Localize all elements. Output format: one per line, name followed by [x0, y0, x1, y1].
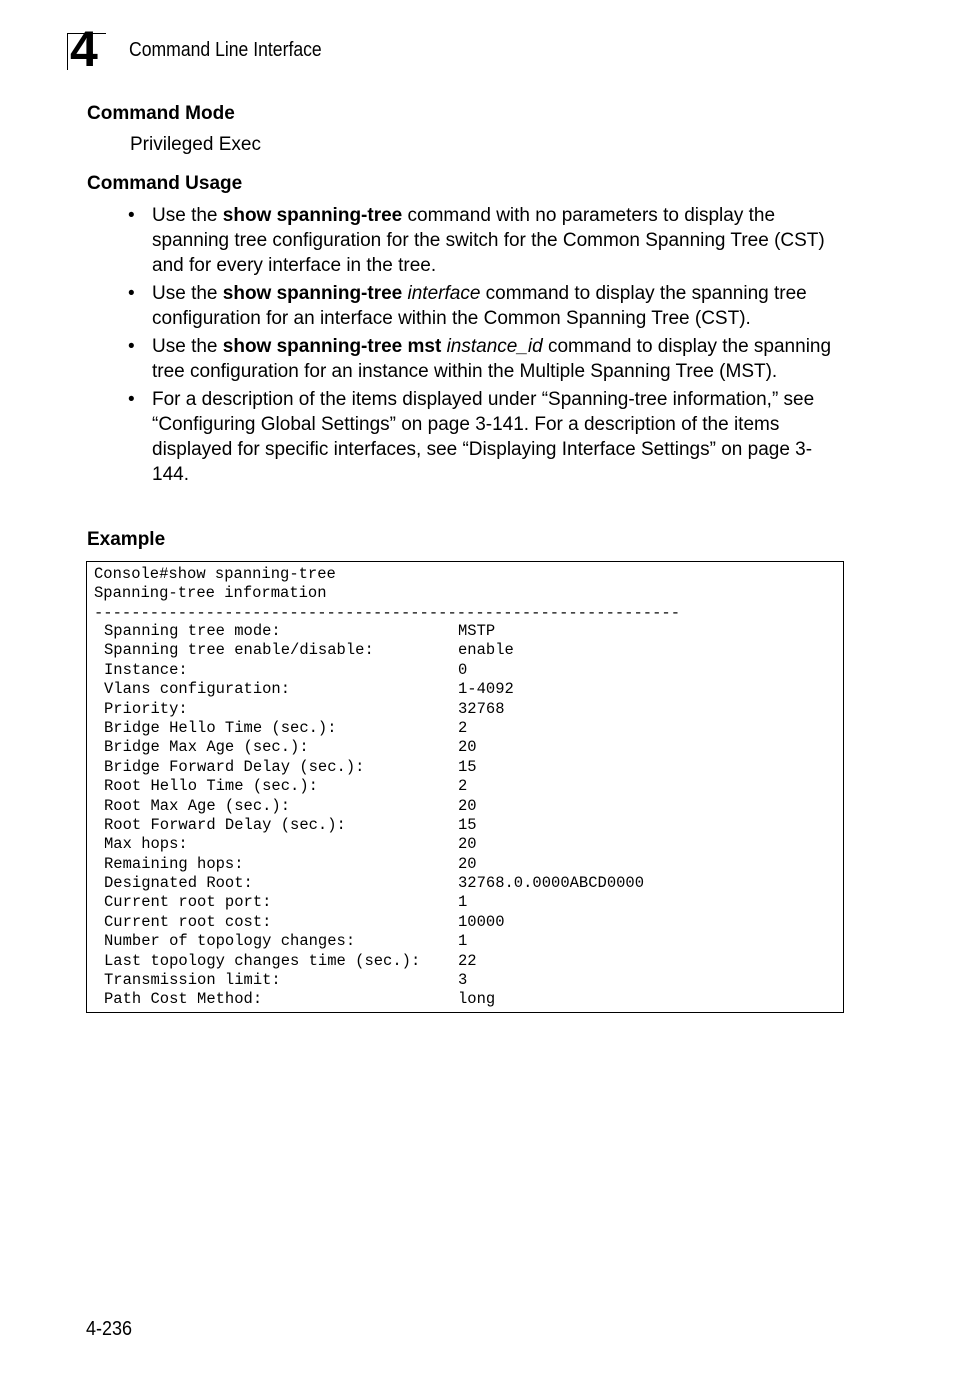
console-row-label: Instance:	[104, 660, 188, 679]
command-usage-list	[128, 203, 848, 490]
command-keyword: show spanning-tree mst	[222, 336, 442, 357]
console-row-value: 32768	[458, 699, 505, 718]
console-row-value: 2	[458, 718, 468, 737]
item-pre-text: Use the	[152, 336, 223, 357]
console-row-label: Path Cost Method:	[104, 990, 263, 1009]
console-row	[104, 797, 804, 816]
example-heading: Example	[87, 529, 166, 550]
console-row-value: 32768.0.0000ABCD0000	[458, 874, 645, 893]
list-item	[128, 334, 848, 384]
console-row-label: Root Max Age (sec.):	[104, 796, 291, 815]
console-row-label: Number of topology changes:	[104, 932, 356, 951]
console-row-label: Spanning tree enable/disable:	[104, 641, 374, 660]
console-row-label: Max hops:	[104, 835, 188, 854]
console-separator: ---------------------------------------------------------------	[94, 603, 680, 622]
console-row-label: Remaining hops:	[104, 854, 244, 873]
console-row-label: Root Forward Delay (sec.):	[104, 815, 346, 834]
command-keyword: show spanning-tree	[222, 283, 403, 304]
console-row-value: 15	[458, 815, 477, 834]
console-row-value: 1	[458, 893, 468, 912]
console-row-value: 15	[458, 757, 477, 776]
console-row-value: MSTP	[458, 622, 496, 640]
command-mode-text: Privileged Exec	[130, 134, 261, 155]
console-row	[104, 932, 804, 951]
console-row	[104, 700, 804, 719]
console-row	[104, 622, 804, 641]
console-row-label: Bridge Hello Time (sec.):	[104, 718, 337, 737]
console-row-value: 20	[458, 796, 477, 815]
console-row	[104, 816, 804, 835]
bullet-glyph: •	[128, 336, 135, 357]
console-row-value: 1-4092	[458, 680, 514, 699]
console-row-label: Current root cost:	[104, 912, 272, 931]
console-row-value: 10000	[458, 912, 505, 931]
item-post-text: command with no parameters to display the spanning tree configuration for the switch for the Common Spanning Tree (CST) and for every interface in the tree.	[152, 205, 825, 276]
console-output-box	[86, 561, 844, 1013]
console-row-value: 2	[458, 777, 468, 796]
running-header-title: Command Line Interface	[129, 39, 322, 61]
console-rows	[104, 622, 804, 1010]
item-pre-text: Use the	[152, 205, 223, 226]
list-item	[128, 281, 848, 331]
console-row	[104, 680, 804, 699]
console-row	[104, 758, 804, 777]
console-row	[104, 719, 804, 738]
console-row-label: Bridge Max Age (sec.):	[104, 738, 309, 757]
bullet-glyph: •	[128, 283, 135, 304]
console-row-value: 20	[458, 738, 477, 757]
command-usage-heading: Command Usage	[87, 173, 243, 194]
item-post-text: command to display the spanning tree configuration for an interface within the Common Spanning Tree (CST).	[152, 283, 807, 329]
console-row	[104, 952, 804, 971]
console-row-value: 3	[458, 971, 468, 990]
command-argument: instance_id	[441, 336, 543, 357]
console-row	[104, 661, 804, 680]
console-row	[104, 641, 804, 660]
console-row-label: Current root port:	[104, 893, 272, 912]
console-row-label: Bridge Forward Delay (sec.):	[104, 757, 365, 776]
bullet-glyph: •	[128, 389, 135, 410]
console-row-label: Spanning tree mode:	[104, 622, 281, 640]
console-row	[104, 913, 804, 932]
console-row	[104, 835, 804, 854]
console-row-label: Root Hello Time (sec.):	[104, 777, 318, 796]
item-pre-text: Use the	[152, 283, 223, 304]
page-number: 4-236	[86, 1318, 133, 1340]
bullet-glyph: •	[128, 205, 135, 226]
console-row	[104, 855, 804, 874]
command-keyword: show spanning-tree	[222, 205, 403, 226]
console-row	[104, 738, 804, 757]
command-mode-heading: Command Mode	[87, 103, 235, 124]
console-row-value: long	[458, 990, 496, 1009]
list-item	[128, 203, 848, 278]
list-item	[128, 387, 848, 487]
item-post-text: For a description of the items displayed under “Spanning-tree information,” see “Configuring Global Settings” on page 3-141. For a description of the items displayed for specific interfaces, see “Displaying Interface Settings” on page 3-144.	[152, 389, 815, 485]
console-row-label: Vlans configuration:	[104, 680, 291, 699]
console-section-title: Spanning-tree information	[94, 584, 327, 603]
console-row-label: Designated Root:	[104, 874, 253, 893]
console-row-value: 0	[458, 660, 468, 679]
console-row-value: 20	[458, 835, 477, 854]
console-row-label: Transmission limit:	[104, 971, 281, 990]
console-row	[104, 971, 804, 990]
console-row-value: 20	[458, 854, 477, 873]
command-argument: interface	[402, 283, 481, 304]
console-row-value: 22	[458, 951, 477, 970]
console-row	[104, 893, 804, 912]
console-row-label: Last topology changes time (sec.):	[104, 951, 421, 970]
console-row-value: enable	[458, 641, 514, 660]
console-row	[104, 777, 804, 796]
console-row-label: Priority:	[104, 699, 188, 718]
console-command-line: Console#show spanning-tree	[94, 565, 336, 583]
console-row-value: 1	[458, 932, 468, 951]
console-row	[104, 874, 804, 893]
chapter-number: 4	[70, 21, 97, 77]
console-row	[104, 990, 804, 1009]
item-post-text: command to display the spanning tree configuration for an instance within the Multiple Spanning Tree (MST).	[152, 336, 832, 382]
